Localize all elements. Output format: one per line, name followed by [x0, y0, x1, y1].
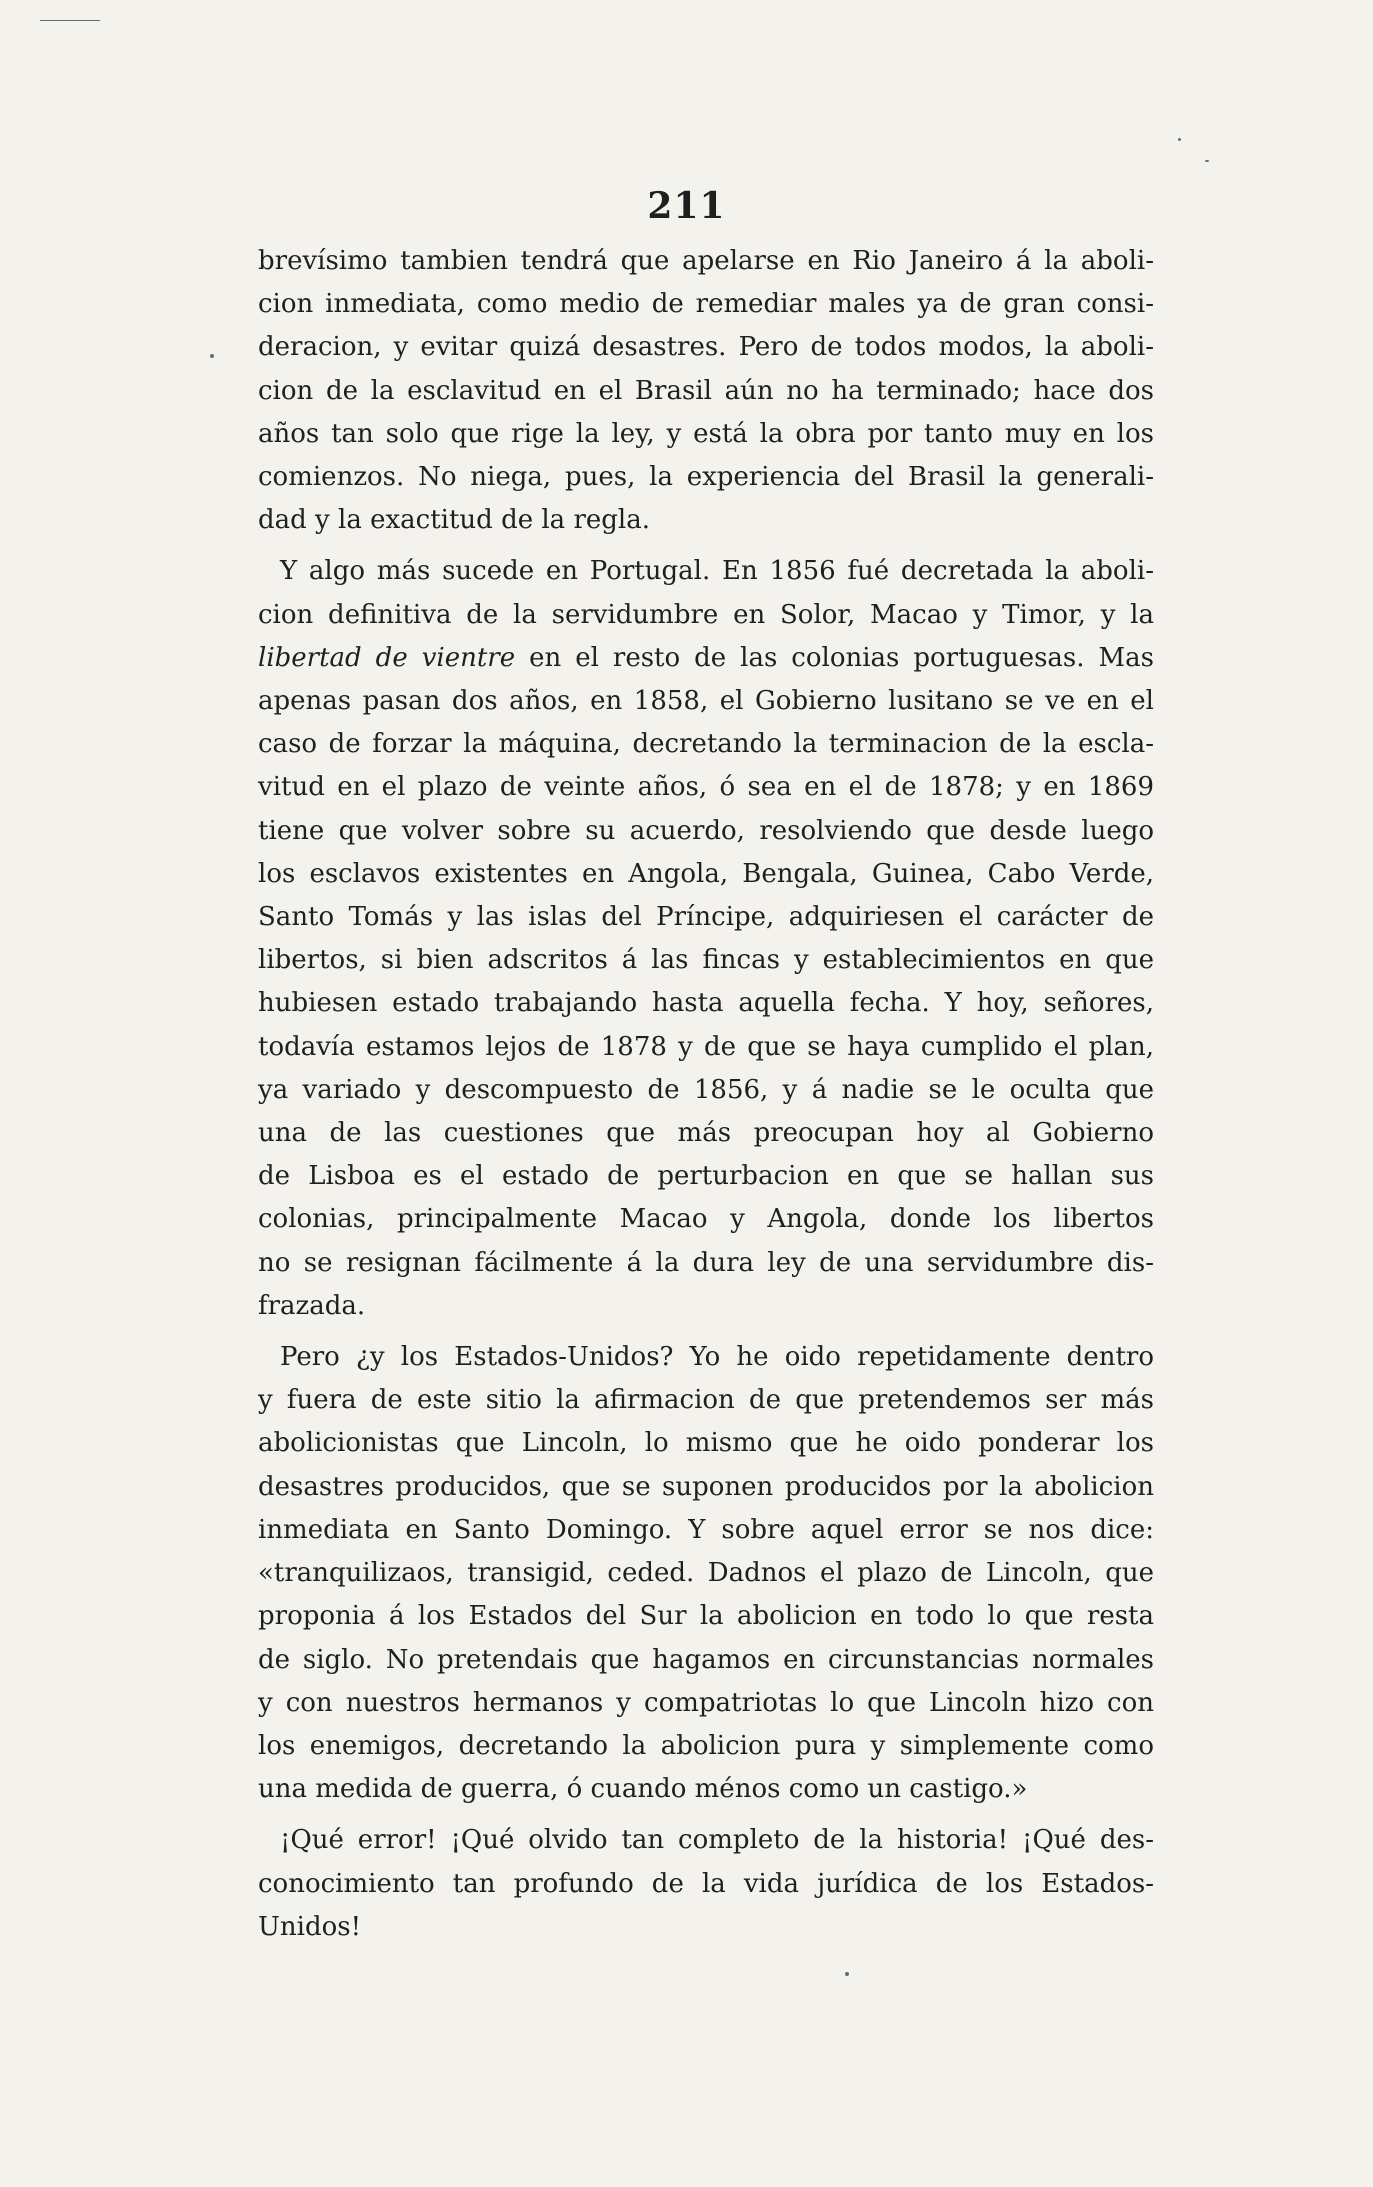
- text-line: libertos, si bien adscritos á las fincas y establecimientos en que: [258, 945, 1154, 976]
- text-line: conocimiento tan profundo de la vida jurídica de los Estados-: [258, 1868, 1154, 1899]
- text-line: frazada.: [258, 1290, 366, 1321]
- scan-speck: [40, 20, 100, 21]
- body-text: [258, 240, 1154, 1949]
- text-line: los esclavos existentes en Angola, Bengala, Guinea, Cabo Verde,: [258, 858, 1154, 889]
- text-line: años tan solo que rige la ley, y está la obra por tanto muy en los: [258, 418, 1154, 449]
- page-number: 211: [647, 185, 726, 227]
- text-line: una de las cuestiones que más preocupan hoy al Gobierno: [258, 1118, 1154, 1149]
- text-line: proponia á los Estados del Sur la abolicion en todo lo que resta: [258, 1601, 1154, 1632]
- text-line: no se resignan fácilmente á la dura ley de una servidumbre dis-: [258, 1247, 1154, 1278]
- text-line: «tranquilizaos, transigid, ceded. Dadnos el plazo de Lincoln, que: [258, 1558, 1154, 1589]
- text-line: una medida de guerra, ó cuando ménos como un castigo.»: [258, 1774, 1028, 1805]
- text-line: vitud en el plazo de veinte años, ó sea en el de 1878; y en 1869: [258, 772, 1154, 803]
- text-line: hubiesen estado trabajando hasta aquella fecha. Y hoy, señores,: [258, 988, 1154, 1019]
- text-line: desastres producidos, que se suponen producidos por la abolicion: [258, 1471, 1154, 1502]
- text-line: dad y la exactitud de la regla.: [258, 505, 650, 536]
- text-line: cion de la esclavitud en el Brasil aún no ha terminado; hace dos: [258, 375, 1154, 406]
- text-line: brevísimo tambien tendrá que apelarse en Rio Janeiro á la aboli-: [258, 246, 1154, 276]
- text-line: ya variado y descompuesto de 1856, y á nadie se le oculta que: [258, 1074, 1154, 1105]
- text-line: tiene que volver sobre su acuerdo, resolviendo que desde luego: [258, 815, 1154, 846]
- text-line: inmediata en Santo Domingo. Y sobre aquel error se nos dice:: [258, 1514, 1154, 1545]
- text-line: de siglo. No pretendais que hagamos en circunstancias normales: [258, 1644, 1154, 1675]
- text-line: apenas pasan dos años, en 1858, el Gobierno lusitano se ve en el: [258, 686, 1154, 717]
- text-line: libertad de vientre en el resto de las colonias portuguesas. Mas: [258, 642, 1154, 673]
- text-line: Unidos!: [258, 1911, 362, 1942]
- text-line: comienzos. No niega, pues, la experiencia del Brasil la generali-: [258, 462, 1154, 493]
- text-line: Pero ¿y los Estados-Unidos? Yo he oido repetidamente dentro: [280, 1342, 1154, 1373]
- scan-speck: [1178, 138, 1181, 141]
- scan-speck: [845, 1972, 849, 1976]
- text-line: deracion, y evitar quizá desastres. Pero de todos modos, la aboli-: [258, 332, 1154, 363]
- text-line: ¡Qué error! ¡Qué olvido tan completo de la historia! ¡Qué des-: [280, 1825, 1154, 1856]
- text-line: de Lisboa es el estado de perturbacion en que se hallan sus: [258, 1161, 1154, 1192]
- text-line: los enemigos, decretando la abolicion pura y simplemente como: [258, 1730, 1154, 1761]
- text-line: abolicionistas que Lincoln, lo mismo que he oido ponderar los: [258, 1428, 1154, 1459]
- text-line: Santo Tomás y las islas del Príncipe, adquiriesen el carácter de: [258, 902, 1154, 933]
- text-line: Y algo más sucede en Portugal. En 1856 fué decretada la aboli-: [280, 556, 1154, 587]
- text-line: cion definitiva de la servidumbre en Solor, Macao y Timor, y la: [258, 599, 1154, 630]
- text-line: y fuera de este sitio la afirmacion de que pretendemos ser más: [258, 1385, 1154, 1416]
- text-line: colonias, principalmente Macao y Angola, donde los libertos: [258, 1204, 1154, 1235]
- scan-speck: [210, 354, 214, 358]
- scan-speck: [1205, 160, 1209, 162]
- text-line: todavía estamos lejos de 1878 y de que se haya cumplido el plan,: [258, 1031, 1154, 1062]
- text-line: cion inmediata, como medio de remediar males ya de gran consi-: [258, 289, 1154, 320]
- text-line: y con nuestros hermanos y compatriotas lo que Lincoln hizo con: [258, 1687, 1154, 1718]
- text-line: caso de forzar la máquina, decretando la terminacion de la escla-: [258, 729, 1154, 760]
